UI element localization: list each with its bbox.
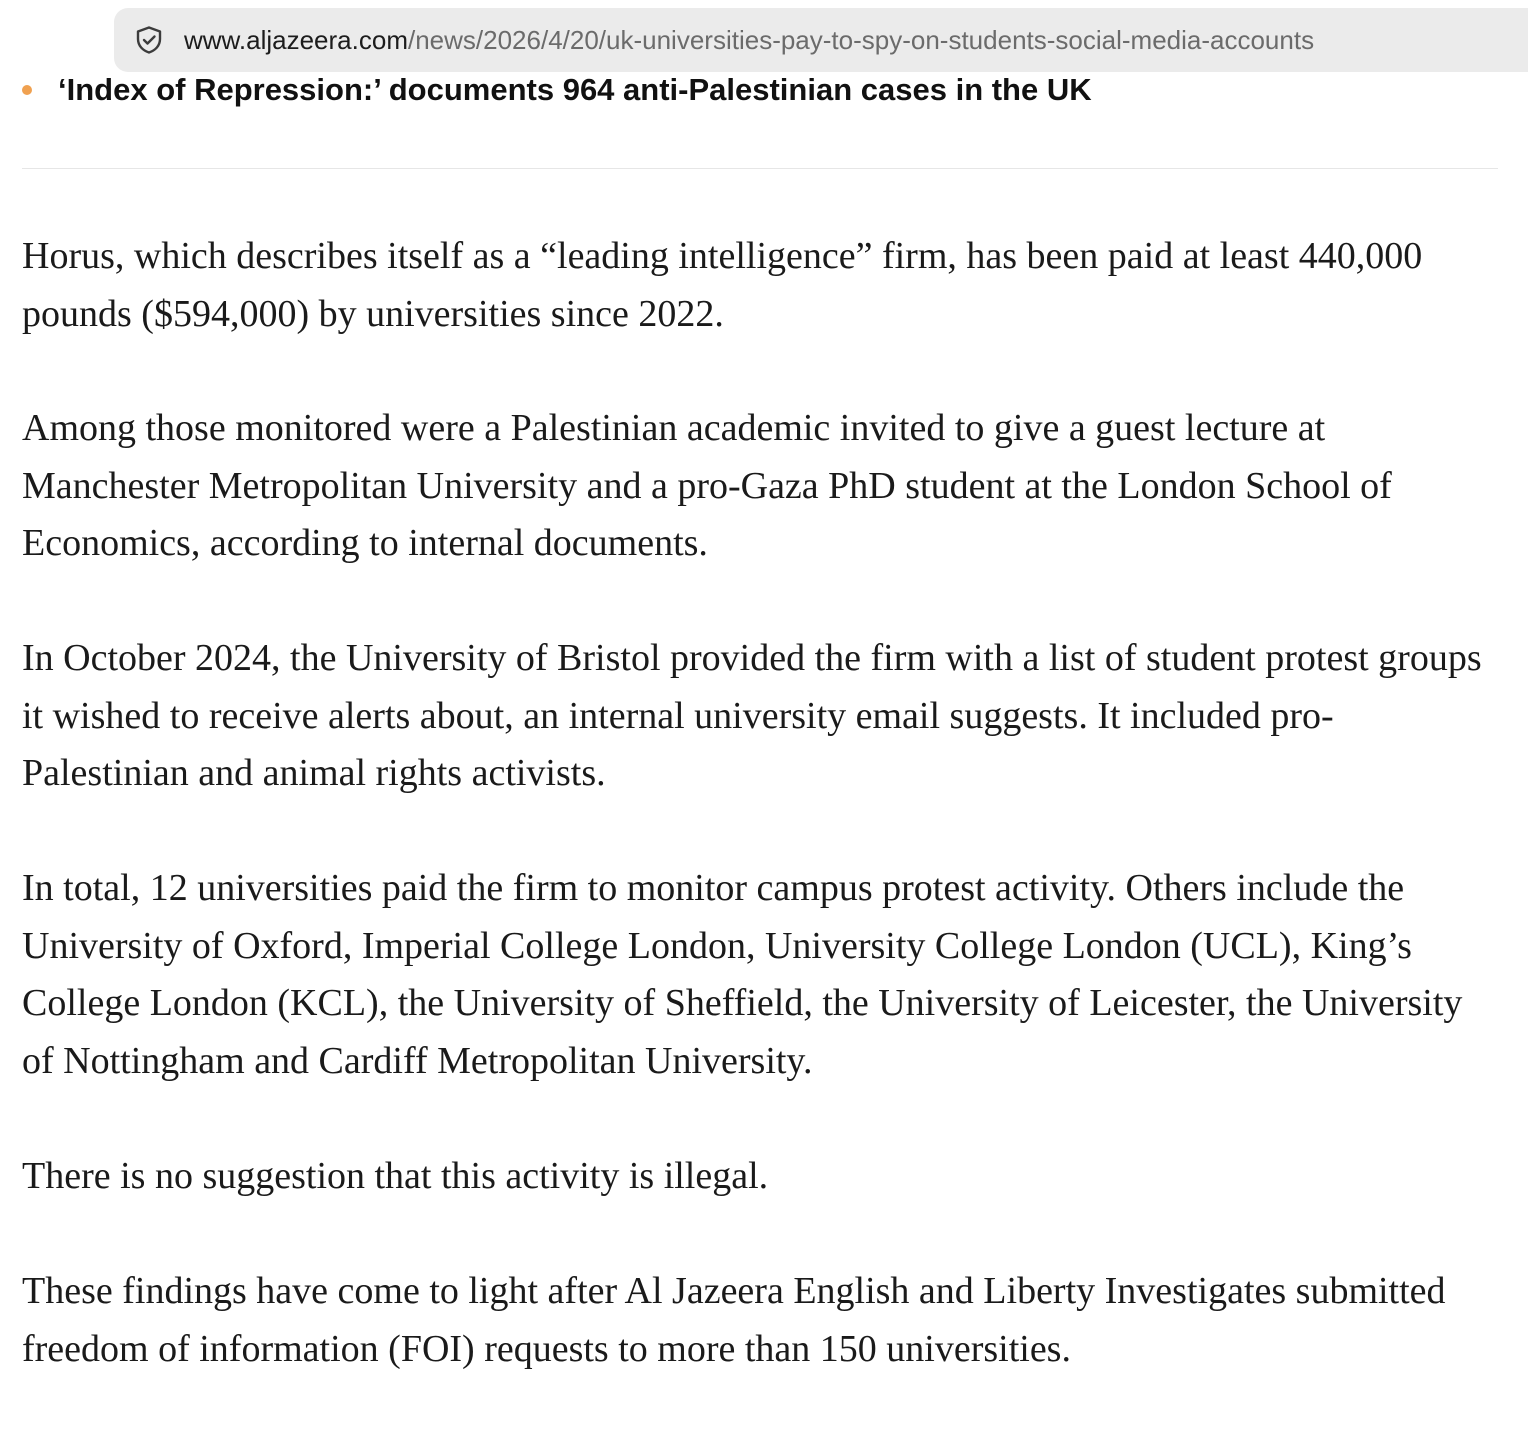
article-paragraph: Horus, which describes itself as a “leading intelligence” firm, has been paid at least 440,000 pounds ($594,000) by universities since 2022. bbox=[22, 235, 1423, 335]
article-paragraph: In total, 12 universities paid the firm to monitor campus protest activity. Others include the University of Oxford, Imperial College London, University College London (UCL), King’s College London (KCL), the University of Sheffield, the University of Leicester, the University of Nottingham and Cardiff Metropolitan University. bbox=[22, 867, 1463, 1082]
shield-check-icon[interactable] bbox=[134, 25, 164, 55]
article-paragraph: In October 2024, the University of Bristol provided the firm with a list of student protest groups it wished to receive alerts about, an internal university email suggests. It included pro-Palestinian and animal rights activists. bbox=[22, 637, 1482, 794]
url-path: /news/2026/4/20/uk-universities-pay-to-spy-on-students-social-media-accounts bbox=[407, 25, 1315, 55]
article-paragraph: There is no suggestion that this activity is illegal. bbox=[22, 1155, 769, 1197]
related-article-link[interactable]: ‘Index of Repression:’ documents 964 anti-Palestinian cases in the UK bbox=[58, 72, 1092, 107]
related-article-item bbox=[22, 68, 1498, 112]
url-host: www.aljazeera.com bbox=[184, 25, 408, 55]
address-bar[interactable] bbox=[114, 8, 1528, 72]
url-text[interactable] bbox=[184, 25, 1314, 55]
divider bbox=[22, 168, 1498, 169]
article-paragraph: These findings have come to light after Al Jazeera English and Liberty Investigates submitted freedom of information (FOI) requests to more than 150 universities. bbox=[22, 1270, 1446, 1370]
article-paragraph: Among those monitored were a Palestinian academic invited to give a guest lecture at Manchester Metropolitan University and a pro-Gaza PhD student at the London School of Economics, according to internal documents. bbox=[22, 407, 1392, 564]
bullet-icon bbox=[22, 85, 32, 95]
